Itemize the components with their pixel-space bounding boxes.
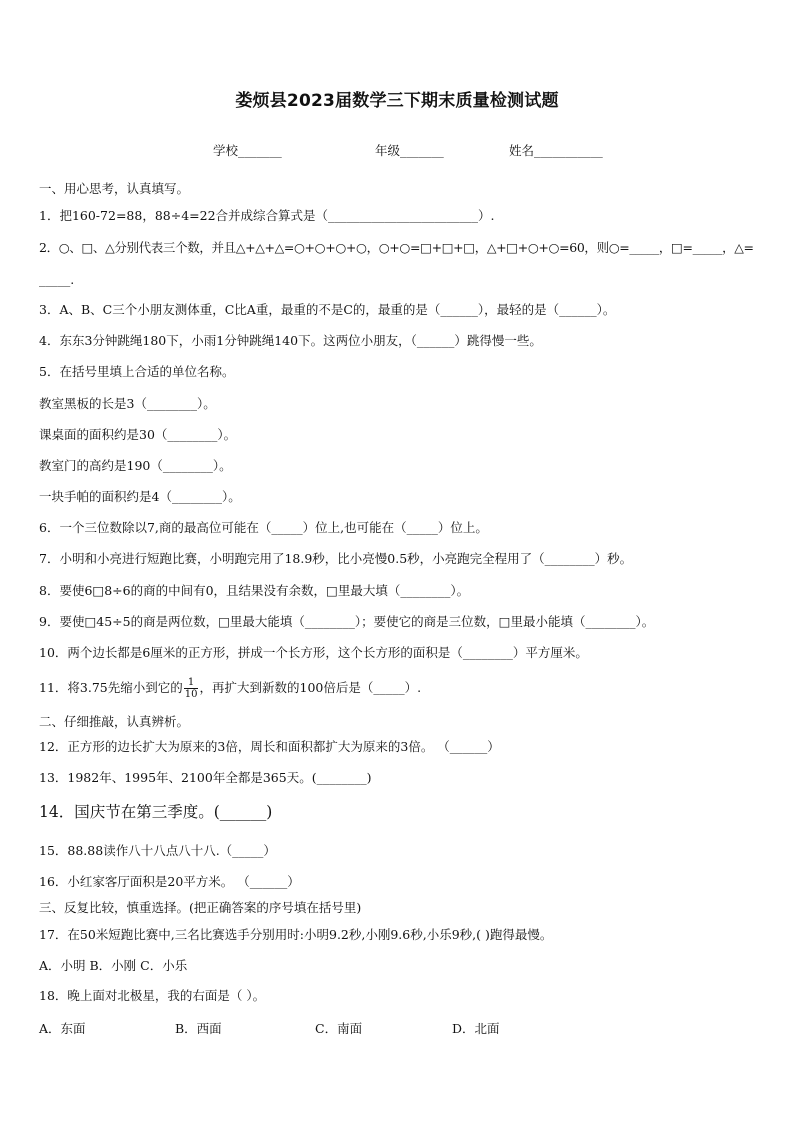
question-18-option-b: B．西面	[175, 1021, 222, 1036]
fraction-numerator: 1	[184, 677, 199, 689]
section-heading-2: 二、仔细推敲，认真辨析。	[39, 714, 190, 729]
question-1: 1．把160-72=88，88÷4=22合并成综合算式是（________________________）.	[39, 208, 495, 223]
question-11	[39, 677, 421, 700]
question-7: 7．小明和小亮进行短跑比赛，小明跑完用了18.9秒，比小亮慢0.5秒，小亮跑完全程用了（________）秒。	[39, 551, 633, 566]
school-field-label: 学校_______	[213, 143, 282, 158]
name-field-label: 姓名___________	[509, 143, 603, 158]
question-14: 14．国庆节在第三季度。(______)	[39, 803, 273, 821]
question-5-item-a: 教室黑板的长是3（________）。	[39, 396, 216, 411]
question-3: 3．A、B、C三个小朋友测体重，C比A重，最重的不是C的，最重的是（______），最轻的是（______）。	[39, 302, 616, 317]
question-12: 12．正方形的边长扩大为原来的3倍，周长和面积都扩大为原来的3倍。 （______）	[39, 739, 500, 754]
question-18: 18．晚上面对北极星，我的右面是（ ）。	[39, 988, 266, 1003]
question-8: 8．要使6□8÷6的商的中间有0，且结果没有余数，□里最大填（________）。	[39, 583, 470, 598]
question-5: 5．在括号里填上合适的单位名称。	[39, 364, 235, 379]
question-18-option-c: C．南面	[315, 1021, 363, 1036]
fraction-denominator: 10	[184, 689, 198, 700]
question-11-text-pre: 11．将3.75先缩小到它的	[39, 680, 183, 695]
question-6: 6．一个三位数除以7,商的最高位可能在（_____）位上,也可能在（_____）位上。	[39, 520, 488, 535]
section-heading-1: 一、用心思考，认真填写。	[39, 181, 190, 196]
question-5-item-d: 一块手帕的面积约是4（________）。	[39, 489, 241, 504]
question-18-option-d: D．北面	[452, 1021, 500, 1036]
question-11-text-post: ，再扩大到新数的100倍后是（_____）.	[199, 680, 422, 695]
page-title: 娄烦县2023届数学三下期末质量检测试题	[235, 91, 559, 111]
question-2-continued: _____.	[39, 272, 75, 287]
question-2: 2．○、□、△分别代表三个数，并且△+△+△=○+○+○+○，○+○=□+□+□，△+□+○+○=60，则○=_____，□=_____，△=	[39, 240, 754, 255]
question-5-item-c: 教室门的高约是190（________）。	[39, 458, 232, 473]
question-16: 16．小红家客厅面积是20平方米。 （______）	[39, 874, 300, 889]
question-15: 15．88.88读作八十八点八十八.（_____）	[39, 843, 276, 858]
question-18-option-a: A．东面	[39, 1021, 86, 1036]
grade-field-label: 年级_______	[375, 143, 444, 158]
question-17: 17．在50米短跑比赛中,三名比赛选手分别用时:小明9.2秒,小刚9.6秒,小乐9秒,( )跑得最慢。	[39, 927, 553, 942]
fraction-one-tenth	[184, 677, 199, 700]
question-13: 13．1982年、1995年、2100年全都是365天。(________)	[39, 770, 372, 785]
section-heading-3: 三、反复比较，慎重选择。(把正确答案的序号填在括号里)	[39, 900, 362, 915]
question-17-options: A．小明 B．小刚 C．小乐	[39, 958, 188, 973]
question-4: 4．东东3分钟跳绳180下，小雨1分钟跳绳140下。这两位小朋友，（______）跳得慢一些。	[39, 333, 542, 348]
question-5-item-b: 课桌面的面积约是30（________）。	[39, 427, 237, 442]
question-10: 10．两个边长都是6厘米的正方形，拼成一个长方形，这个长方形的面积是（________）平方厘米。	[39, 645, 588, 660]
question-9: 9．要使□45÷5的商是两位数，□里最大能填（________）；要使它的商是三位数，□里最小能填（________）。	[39, 614, 655, 629]
